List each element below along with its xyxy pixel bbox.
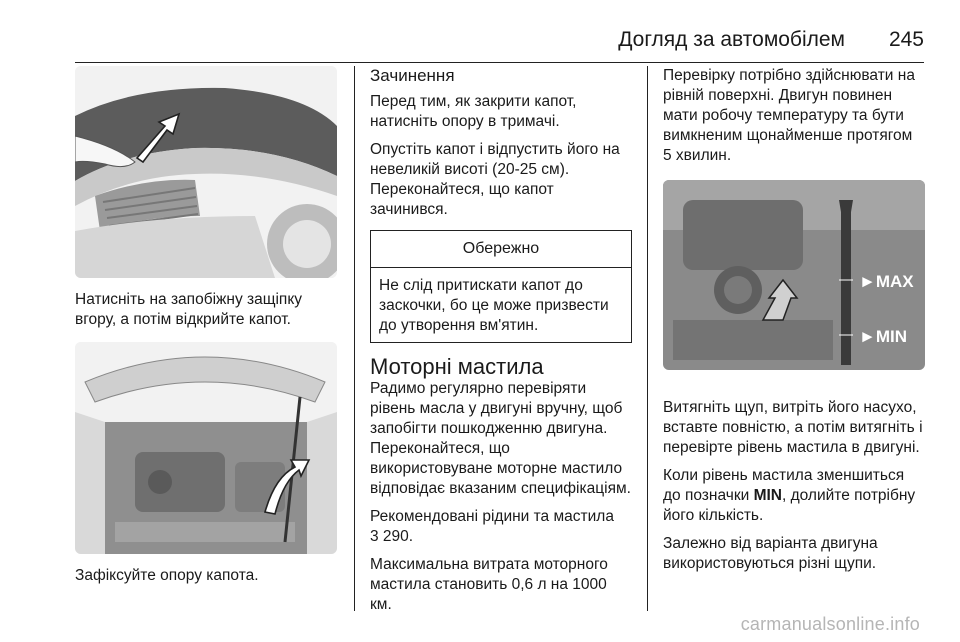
oil-paragraph-3: Максимальна витрата моторного мастила становить 0,6 л на 1000 км.: [370, 556, 608, 613]
column-divider-right: [647, 66, 648, 611]
page-header: [0, 22, 960, 62]
oil-paragraph-2: [370, 507, 632, 547]
watermark: carmanualsonline.info: [740, 614, 920, 634]
check-paragraph-4: Залежно від варіанта двигуна використовуються різні щупи.: [663, 535, 878, 572]
closing-paragraph-1: Перед тим, як закрити капот, натисніть опору в тримачі.: [370, 93, 577, 130]
section-heading-engine-oil: Моторні мастила: [370, 354, 544, 379]
check-paragraph-3: [663, 466, 925, 526]
header-title: Догляд за автомобілем: [618, 28, 845, 51]
hood-release-illustration: [75, 66, 337, 278]
caution-text: Не слід притискати капот до заскочки, бо це може призвести до утворення вм'ятин.: [379, 277, 609, 334]
column-middle: [370, 66, 632, 623]
caution-box: [370, 230, 632, 343]
page-reference-link[interactable]: 3 290.: [370, 528, 414, 545]
column-right: [663, 66, 925, 582]
dipstick-max-label: ►MAX: [859, 272, 914, 291]
min-text-after: , долийте потрібну його кількість.: [663, 487, 916, 524]
caution-title: Обережно: [371, 231, 631, 268]
closing-paragraph-2: Опустіть капот і відпустить його на невеликій висоті (20-25 см). Переконайтеся, що капот зачинився.: [370, 141, 620, 218]
hood-support-illustration: [75, 342, 337, 554]
section-heading-closing: Зачинення: [370, 66, 455, 85]
column-divider-left: [354, 66, 355, 611]
figure-caption-secure-support: Зафіксуйте опору капота.: [75, 567, 259, 584]
header-rule: [75, 62, 924, 63]
page-number: 245: [888, 28, 924, 51]
dipstick-illustration: [663, 180, 925, 370]
figure-caption-open-hood: Натисніть на запобіжну защіпку вгору, а потім відкрийте капот.: [75, 291, 303, 328]
dipstick-min-label: ►MIN: [859, 327, 907, 346]
check-paragraph-2: Витягніть щуп, витріть його насухо, вставте повністю, а потім витягніть і перевірте рівень мастила в двигуні.: [663, 399, 923, 456]
min-mark: MIN: [753, 487, 782, 504]
oil-paragraph-1: Радимо регулярно перевіряти рівень масла у двигуні вручну, щоб запобігти пошкодженню двигуна. Переконайтеся, що використовуване моторне мастило відповідає вказаним специфікаціям.: [370, 380, 631, 497]
min-text-before: Коли рівень мастила зменшиться до позначки: [663, 467, 905, 504]
check-paragraph-1: Перевірку потрібно здійснювати на рівній поверхні. Двигун повинен мати робочу температуру та бути вимкненим щонайменше протягом 5 хвилин.: [663, 67, 915, 164]
column-left: [75, 66, 337, 586]
oil-reference-text: Рекомендовані рідини та мастила: [370, 508, 614, 525]
